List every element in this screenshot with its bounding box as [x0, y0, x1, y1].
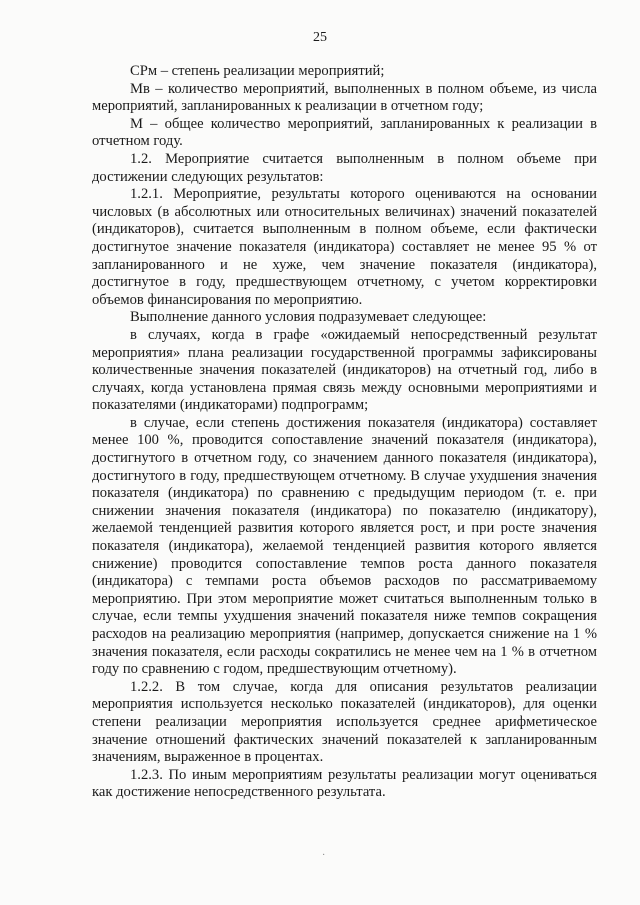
paragraph-1-2-2: 1.2.2. В том случае, когда для описания результатов реализации мероприятия используется несколько показателей (индикаторов), для оценки степени реализации мероприятия используется среднее арифметическое значение отношений фактических значений показателей к запланированным значениям, выраженное в процентах. — [92, 678, 597, 766]
paragraph-condition-intro: Выполнение данного условия подразумевает следующее: — [130, 309, 487, 326]
paragraph-srm-definition: СРм – степень реализации мероприятий; — [130, 63, 385, 79]
page-number: 25 — [313, 30, 327, 45]
paragraph-1-2: 1.2. Мероприятие считается выполненным в полном объеме при достижении следующих результатов: — [92, 150, 597, 185]
paragraph-case-plan: в случаях, когда в графе «ожидаемый непосредственный результат мероприятия» плана реализации государственной программы зафиксированы количественные значения показателей (индикаторов) на отчетный год, либо в случаях, когда установлена прямая связь между основными мероприятиями и показателями (индикаторами) подпрограмм; — [92, 326, 597, 414]
paragraph-mv-definition: Мв – количество мероприятий, выполненных в полном объеме, из числа мероприятий, запланированных к реализации в отчетном году; — [92, 80, 597, 115]
paragraph-1-2-3: 1.2.3. По иным мероприятиям результаты реализации могут оцениваться как достижение непосредственного результата. — [92, 766, 597, 801]
paragraph-1-2-1: 1.2.1. Мероприятие, результаты которого оцениваются на основании числовых (в абсолютных или относительных величинах) значений показателей (индикаторов), считается выполненным в полном объеме, если фактически достигнутое значение показателя (индикатора) составляет не менее 95 % от запланированного и не хуже, чем значение показателя (индикатора), достигнутое в году, предшествующем отчетному, с учетом корректировки объемов финансирования по мероприятию. — [92, 186, 597, 308]
paragraph-case-below-100: в случае, если степень достижения показателя (индикатора) составляет менее 100 %, проводится сопоставление значений показателя (индикатора), достигнутого в отчетном году, со значением данного показателя (индикатора), достигнутого в году, предшествующем отчетному. В случае ухудшения значения показателя (индикатора) по сравнению с предыдущим периодом (т. е. при снижении значения показателя (индикатора) по показателю (индикатору), желаемой тенденцией развития которого является рост, и при росте значения показателя (индикатора), желаемой тенденцией развития которого является снижение) проводится сопоставление темпов роста данного показателя (индикатора) с темпами роста объемов расходов по рассматриваемому мероприятию. При этом мероприятие может считаться выполненным только в случае, если темпы ухудшения значений показателя ниже темпов сокращения расходов на реализацию мероприятия (например, допускается снижение на 1 % значения показателя, если расходы сократились не менее чем на 1 % в отчетном году по сравнению с годом, предшествующим отчетному). — [92, 414, 597, 678]
document-body — [92, 63, 597, 802]
paragraph-m-definition: М – общее количество мероприятий, запланированных к реализации в отчетном году. — [92, 115, 597, 150]
scan-speck: · — [322, 850, 326, 861]
